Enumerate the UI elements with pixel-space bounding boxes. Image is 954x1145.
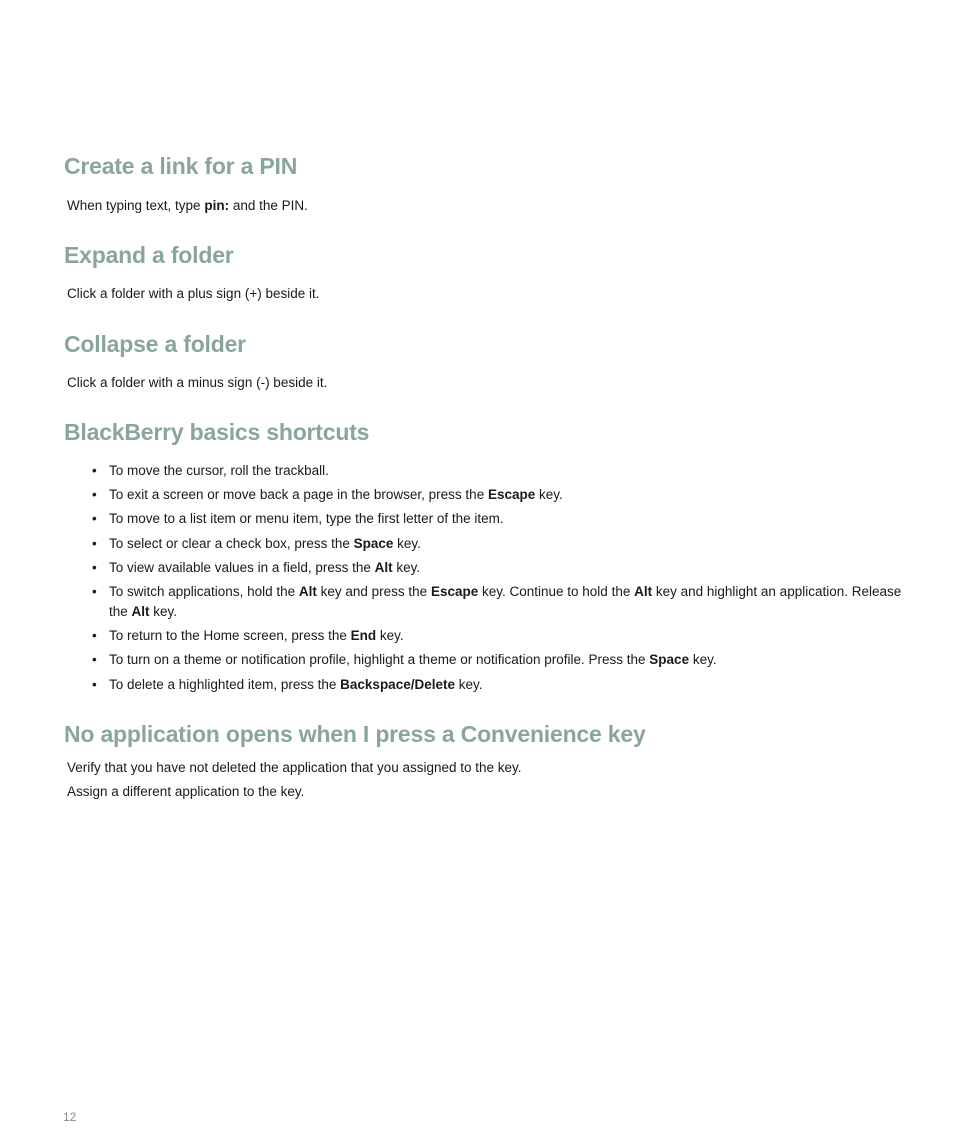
shortcut-text: To move the cursor, roll the trackball. <box>109 463 329 478</box>
key-name: Alt <box>374 559 393 575</box>
bullet-dot: • <box>92 676 97 692</box>
shortcut-text: To switch applications, hold the <box>109 583 299 599</box>
shortcut-item <box>92 558 902 578</box>
shortcut-item <box>92 626 902 646</box>
paragraph-pin <box>67 197 308 215</box>
key-name: Escape <box>430 583 479 599</box>
heading-create-link-pin: Create a link for a PIN <box>64 153 298 179</box>
shortcut-text: key and highlight an application. Release the <box>109 583 902 619</box>
shortcut-item <box>92 509 902 529</box>
key-name: Escape <box>487 487 536 503</box>
key-name: Backspace/Delete <box>340 676 455 692</box>
bullet-dot: • <box>92 463 97 478</box>
shortcut-text: To turn on a theme or notification profile, highlight a theme or notification profile. Press the <box>109 652 650 668</box>
bullet-dot: • <box>92 652 97 668</box>
key-name: Space <box>353 535 394 551</box>
key-name: End <box>350 628 377 644</box>
heading-shortcuts: BlackBerry basics shortcuts <box>64 419 370 445</box>
heading-collapse-folder: Collapse a folder <box>64 331 246 357</box>
paragraph-convenience-1: Verify that you have not deleted the application that you assigned to the key. <box>67 760 522 775</box>
paragraph-expand: Click a folder with a plus sign (+) beside it. <box>67 286 320 301</box>
heading-expand-folder: Expand a folder <box>64 242 234 268</box>
key-name: Alt <box>131 603 150 619</box>
shortcut-text: key. <box>454 676 483 692</box>
shortcut-text: To select or clear a check box, press the <box>109 535 354 551</box>
shortcut-text: key. <box>376 628 404 644</box>
shortcut-text: To exit a screen or move back a page in the browser, press the <box>109 487 488 503</box>
shortcut-item <box>92 485 902 505</box>
bullet-dot: • <box>92 487 97 503</box>
paragraph-convenience-2: Assign a different application to the key. <box>67 784 305 799</box>
shortcut-item <box>92 650 902 670</box>
shortcut-text: To return to the Home screen, press the <box>109 628 351 644</box>
shortcut-item <box>92 675 902 695</box>
shortcut-text: key and press the <box>316 583 431 599</box>
bullet-dot: • <box>92 583 97 599</box>
pin-keyword: pin: <box>204 198 230 213</box>
shortcut-text: key. <box>535 487 563 503</box>
shortcut-text: key. <box>689 652 717 668</box>
shortcuts-list <box>92 461 902 699</box>
bullet-dot: • <box>92 628 97 644</box>
pin-text-2: and the PIN. <box>229 198 308 213</box>
shortcut-item <box>92 461 902 481</box>
page-number: 12 <box>63 1110 77 1124</box>
key-name: Alt <box>298 583 317 599</box>
key-name: Space <box>649 652 690 668</box>
shortcut-text: To move to a list item or menu item, type the first letter of the item. <box>109 511 504 527</box>
shortcut-text: To view available values in a field, press the <box>109 559 375 575</box>
bullet-dot: • <box>92 559 97 575</box>
paragraph-collapse: Click a folder with a minus sign (-) beside it. <box>67 375 328 390</box>
key-name: Alt <box>634 583 653 599</box>
shortcut-item <box>92 534 902 554</box>
shortcut-text: key. Continue to hold the <box>478 583 635 599</box>
shortcut-text: To delete a highlighted item, press the <box>109 676 341 692</box>
shortcut-text: key. <box>149 603 178 619</box>
bullet-dot: • <box>92 511 97 527</box>
shortcut-text: key. <box>393 535 421 551</box>
pin-text-1: When typing text, type <box>67 198 205 213</box>
bullet-dot: • <box>92 535 97 551</box>
heading-convenience-key: No application opens when I press a Convenience key <box>64 721 646 747</box>
shortcut-text: key. <box>392 559 421 575</box>
shortcut-item <box>92 582 902 622</box>
